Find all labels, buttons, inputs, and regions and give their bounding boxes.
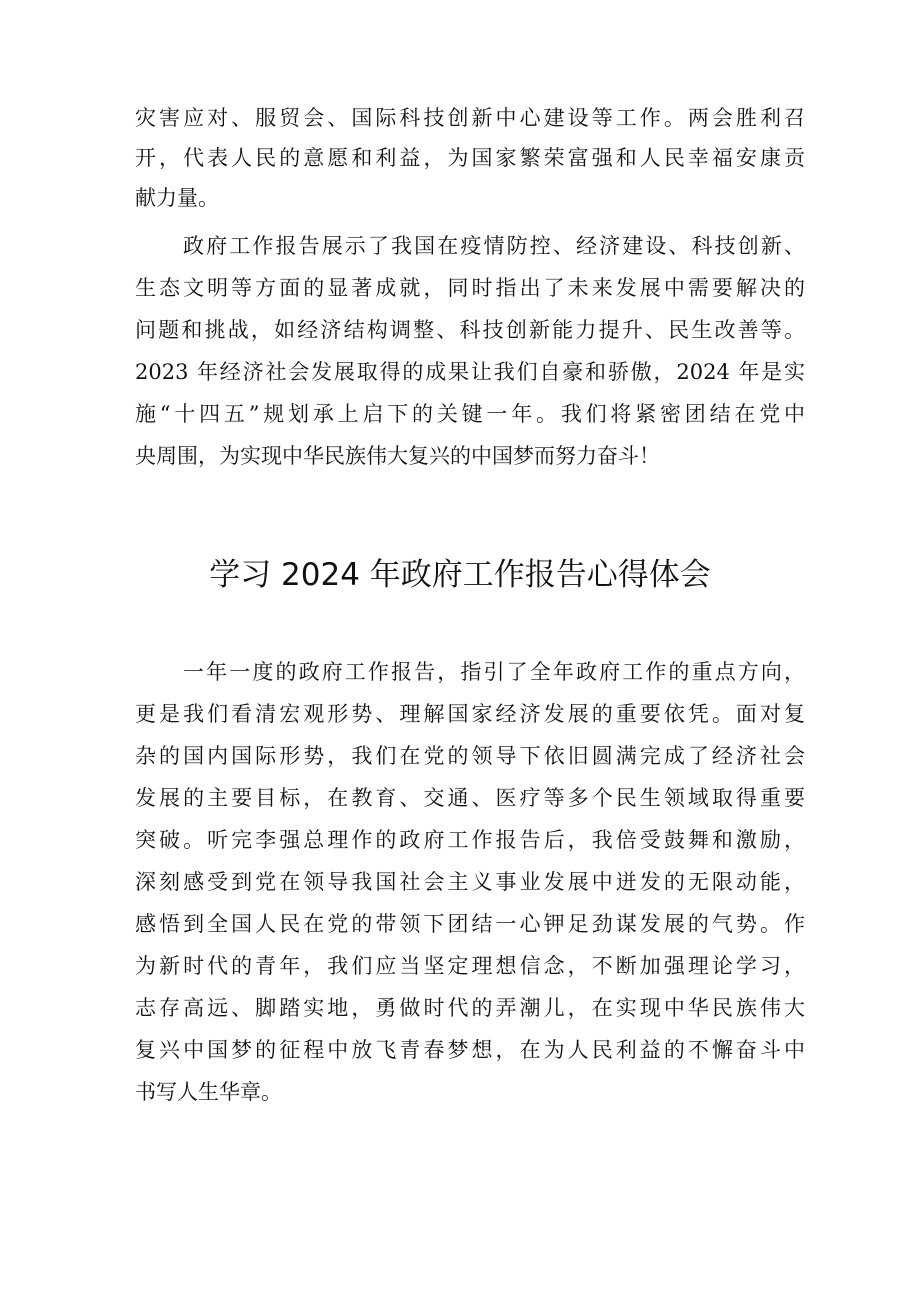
page-title: 学习 2024 年政府工作报告心得体会 — [209, 557, 711, 593]
paragraph-3-line-4: 发展的主要目标，在教育、交通、医疗等多个民生领域取得重要 — [135, 786, 805, 810]
paragraph-3-line-1: 一年一度的政府工作报告，指引了全年政府工作的重点方向， — [183, 660, 805, 684]
paragraph-2-line-1: 政府工作报告展示了我国在疫情防控、经济建设、科技创新、 — [183, 234, 805, 258]
paragraph-2-line-5: 施“十四五”规划承上启下的关键一年。我们将紧密团结在党中 — [135, 402, 805, 426]
paragraph-1-line-1: 灾害应对、服贸会、国际科技创新中心建设等工作。两会胜利召 — [135, 106, 805, 130]
paragraph-2-line-4: 2023 年经济社会发展取得的成果让我们自豪和骄傲，2024 年是实 — [135, 360, 805, 384]
paragraph-3-line-7: 感悟到全国人民在党的带领下团结一心钾足劲谋发展的气势。作 — [135, 912, 805, 936]
paragraph-3-line-2: 更是我们看清宏观形势、理解国家经济发展的重要依凭。面对复 — [135, 702, 805, 726]
paragraph-3-line-10: 复兴中国梦的征程中放飞青春梦想，在为人民利益的不懈奋斗中 — [135, 1038, 805, 1062]
paragraph-1-line-2: 开，代表人民的意愿和利益，为国家繁荣富强和人民幸福安康贡 — [135, 146, 805, 170]
paragraph-2-line-3: 问题和挑战，如经济结构调整、科技创新能力提升、民生改善等。 — [135, 318, 805, 342]
paragraph-3-line-6: 深刻感受到党在领导我国社会主义事业发展中迸发的无限动能， — [135, 870, 805, 894]
paragraph-2-line-2: 生态文明等方面的显著成就，同时指出了未来发展中需要解决的 — [135, 276, 805, 300]
paragraph-1-line-3: 献力量。 — [135, 186, 219, 210]
paragraph-2-line-6: 央周围，为实现中华民族伟大复兴的中国梦而努力奋斗！ — [135, 444, 660, 468]
paragraph-3-line-11: 书写人生华章。 — [135, 1080, 282, 1104]
paragraph-3-line-9: 志存高远、脚踏实地，勇做时代的弄潮儿，在实现中华民族伟大 — [135, 996, 805, 1020]
paragraph-3-line-5: 突破。听完李强总理作的政府工作报告后，我倍受鼓舞和激励， — [135, 828, 805, 852]
paragraph-3-line-3: 杂的国内国际形势，我们在党的领导下依旧圆满完成了经济社会 — [135, 744, 805, 768]
paragraph-3-line-8: 为新时代的青年，我们应当坚定理想信念，不断加强理论学习， — [135, 954, 805, 978]
